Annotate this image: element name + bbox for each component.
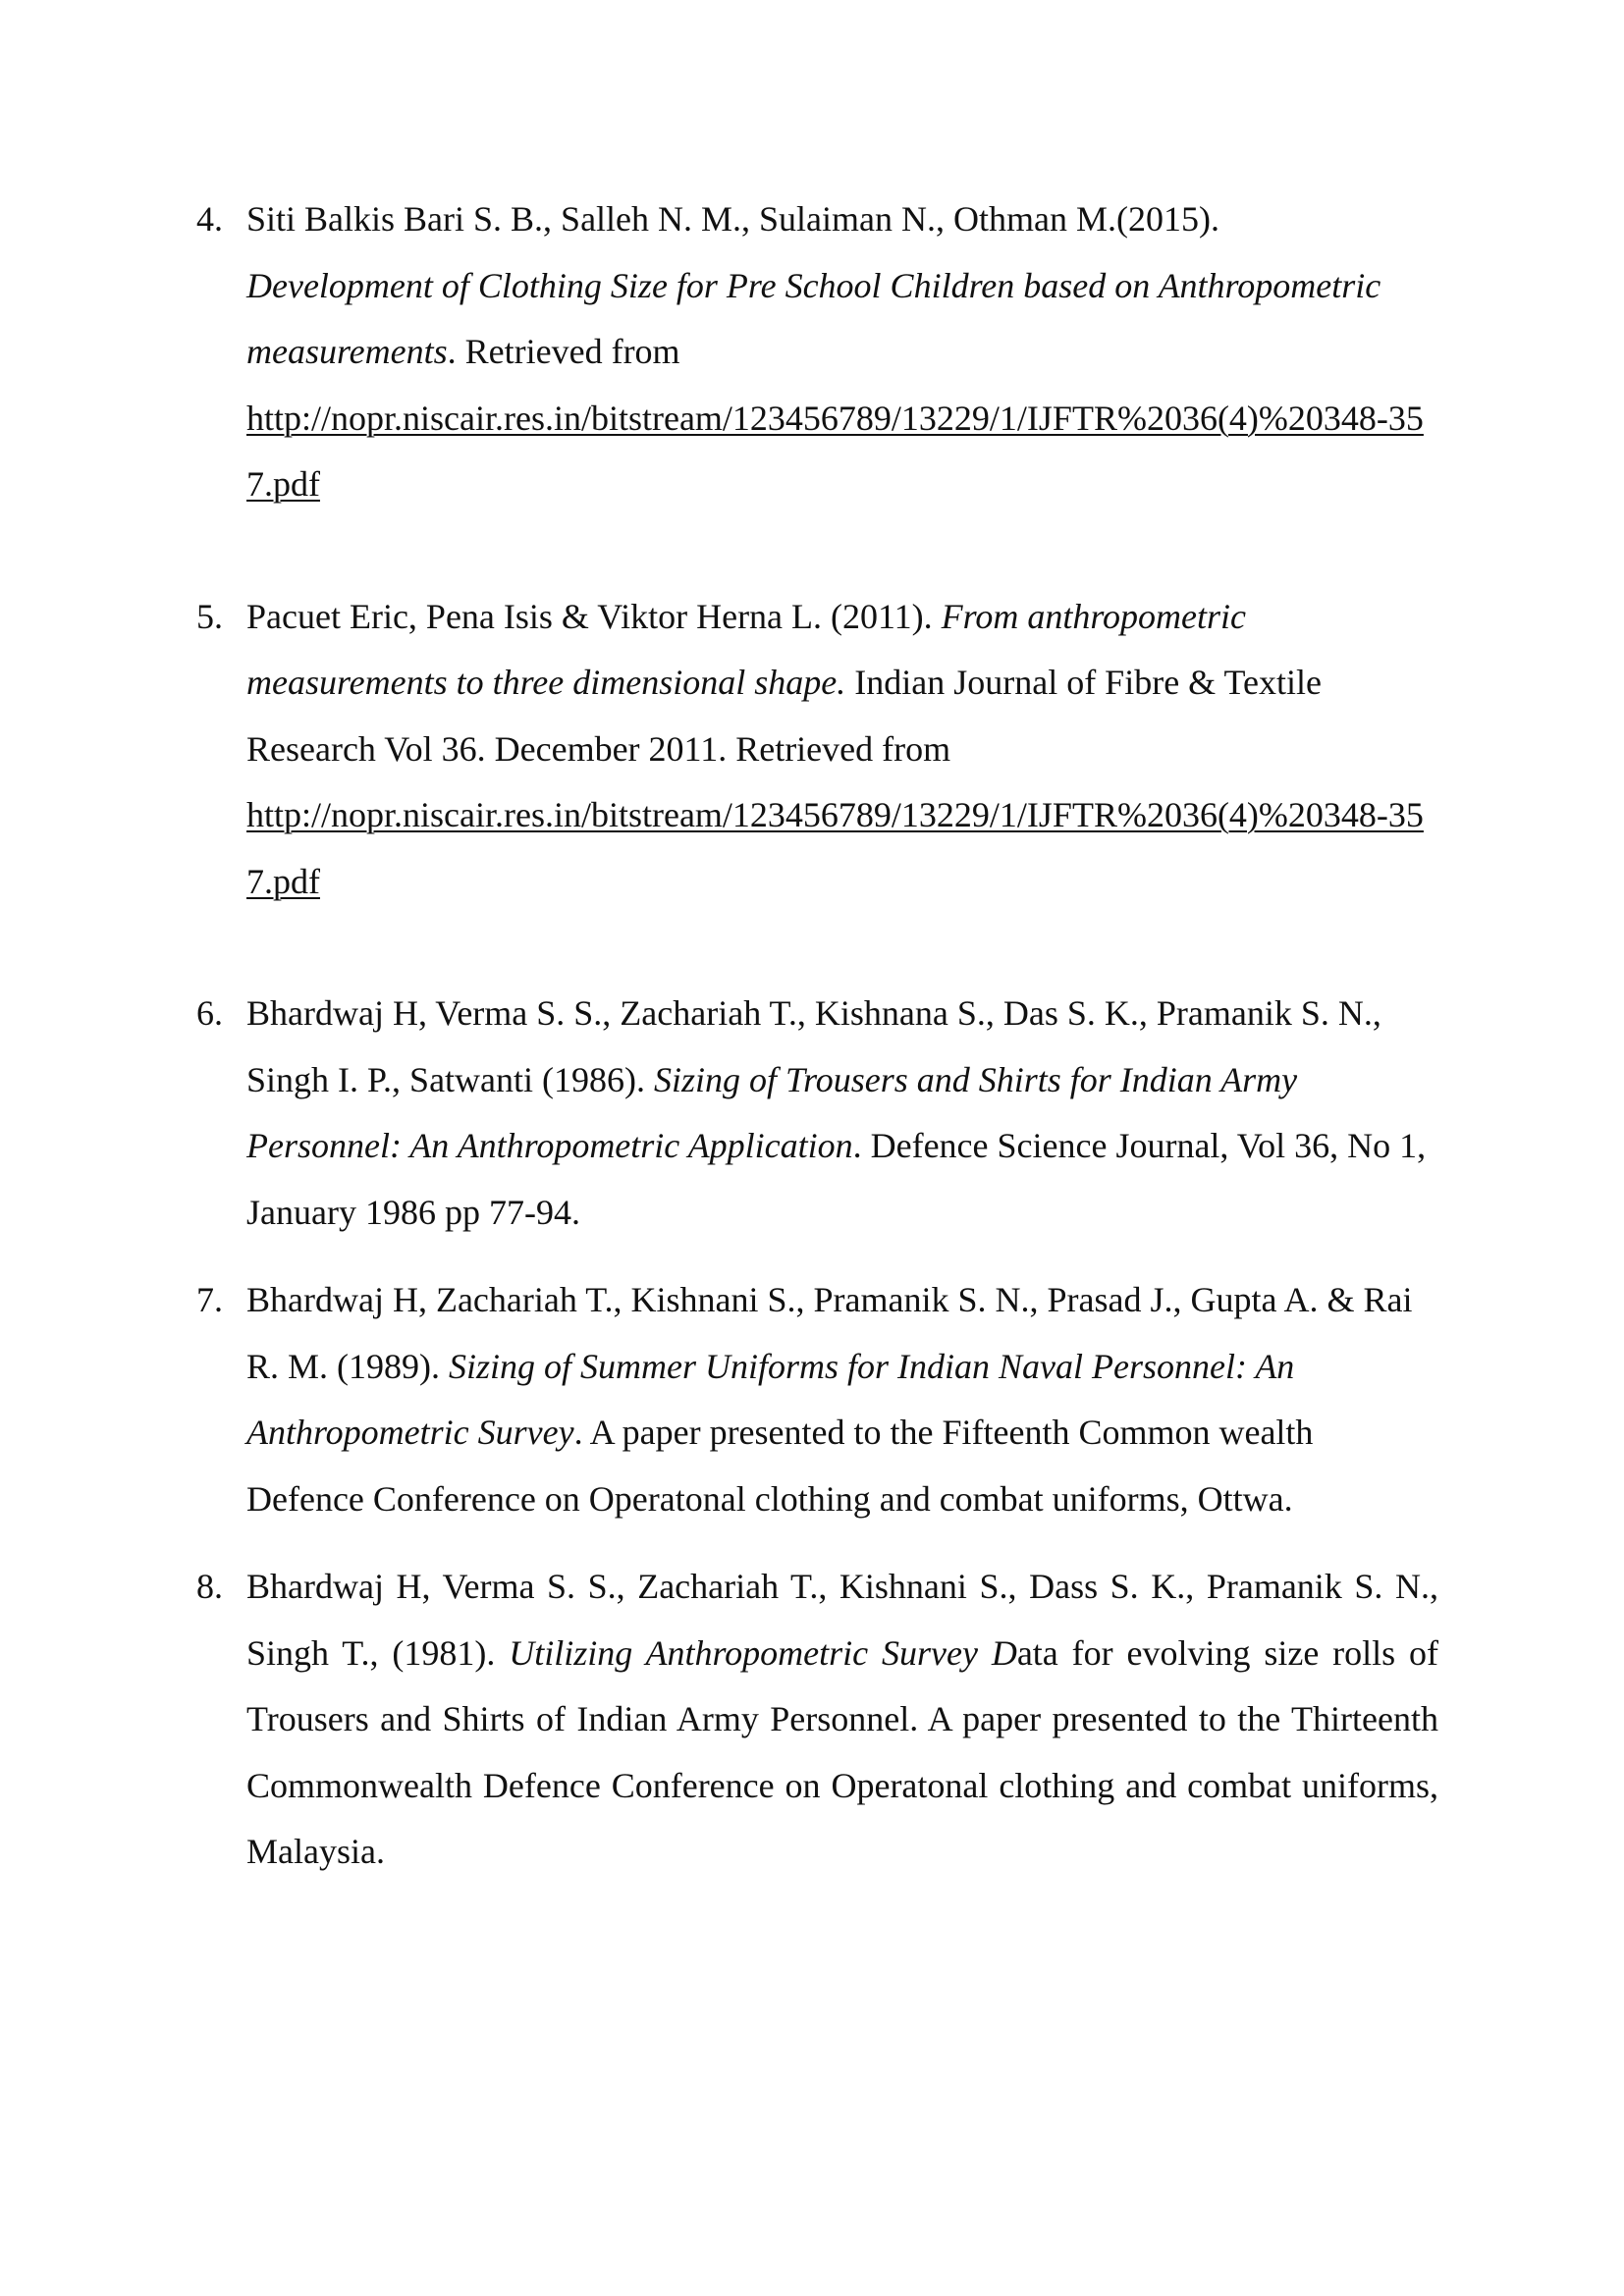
reference-source: . Retrieved from [447,332,680,371]
reference-text [246,981,1438,1246]
reference-title: Development of Clothing Size for Pre School Children based on Anthropometric measurements [246,265,1381,371]
reference-url-link[interactable]: http://nopr.niscair.res.in/bitstream/123456789/13229/1/IJFTR%2036(4)%20348-357.pdf [246,398,1424,504]
reference-number: 5. [196,596,223,636]
reference-title: Sizing of Summer Uniforms for Indian Naval Personnel: An Anthropometric Survey [246,1346,1295,1452]
reference-authors: Bhardwaj H, Verma S. S., Zachariah T., Kishnana S., Das S. K., Pramanik S. N., Singh I. P., Satwanti (1986). [246,993,1381,1099]
reference-text [246,584,1438,916]
reference-title: Utilizing Anthropometric Survey D [509,1632,1017,1673]
reference-item-5 [196,584,1438,916]
reference-number: 4. [196,199,223,239]
reference-list [196,187,1438,1886]
reference-authors: Siti Balkis Bari S. B., Salleh N. M., Sulaiman N., Othman M.(2015). [246,199,1219,239]
reference-item-7 [196,1267,1438,1532]
reference-url-link[interactable]: http://nopr.niscair.res.in/bitstream/123456789/13229/1/IJFTR%2036(4)%20348-357.pdf [246,795,1424,901]
reference-title: Sizing of Trousers and Shirts for Indian Army Personnel: An Anthropometric Application [246,1059,1298,1165]
reference-source: . A paper presented to the Fifteenth Common wealth Defence Conference on Operatonal clothing and combat uniforms, Ottwa. [246,1413,1314,1519]
reference-number: 8. [196,1567,223,1606]
reference-number: 6. [196,993,223,1033]
reference-title: From anthropometric measurements to three dimensional shape. [246,596,1246,702]
reference-item-6 [196,981,1438,1246]
reference-number: 7. [196,1280,223,1319]
reference-source: Indian Journal of Fibre & Textile Research Vol 36. December 2011. Retrieved from [246,663,1322,769]
reference-text [246,1554,1438,1886]
reference-text [246,187,1438,518]
reference-item-4 [196,187,1438,518]
reference-authors: Bhardwaj H, Zachariah T., Kishnani S., Pramanik S. N., Prasad J., Gupta A. & Rai R. M. (1989). [246,1280,1413,1386]
reference-authors: Bhardwaj H, Verma S. S., Zachariah T., Kishnani S., Dass S. K., Pramanik S. N., Singh T., (1981). [246,1567,1438,1673]
reference-authors: Pacuet Eric, Pena Isis & Viktor Herna L. (2011). [246,596,933,636]
reference-source: ata for evolving size rolls of Trousers and Shirts of Indian Army Personnel. A paper presented to the Thirteenth Commonwealth Defence Conference on Operatonal clothing and combat uniforms, Malaysia. [246,1632,1439,1871]
reference-text [246,1267,1438,1532]
reference-source: . Defence Science Journal, Vol 36, No 1, January 1986 pp 77-94. [246,1126,1427,1232]
reference-item-8 [196,1554,1438,1886]
